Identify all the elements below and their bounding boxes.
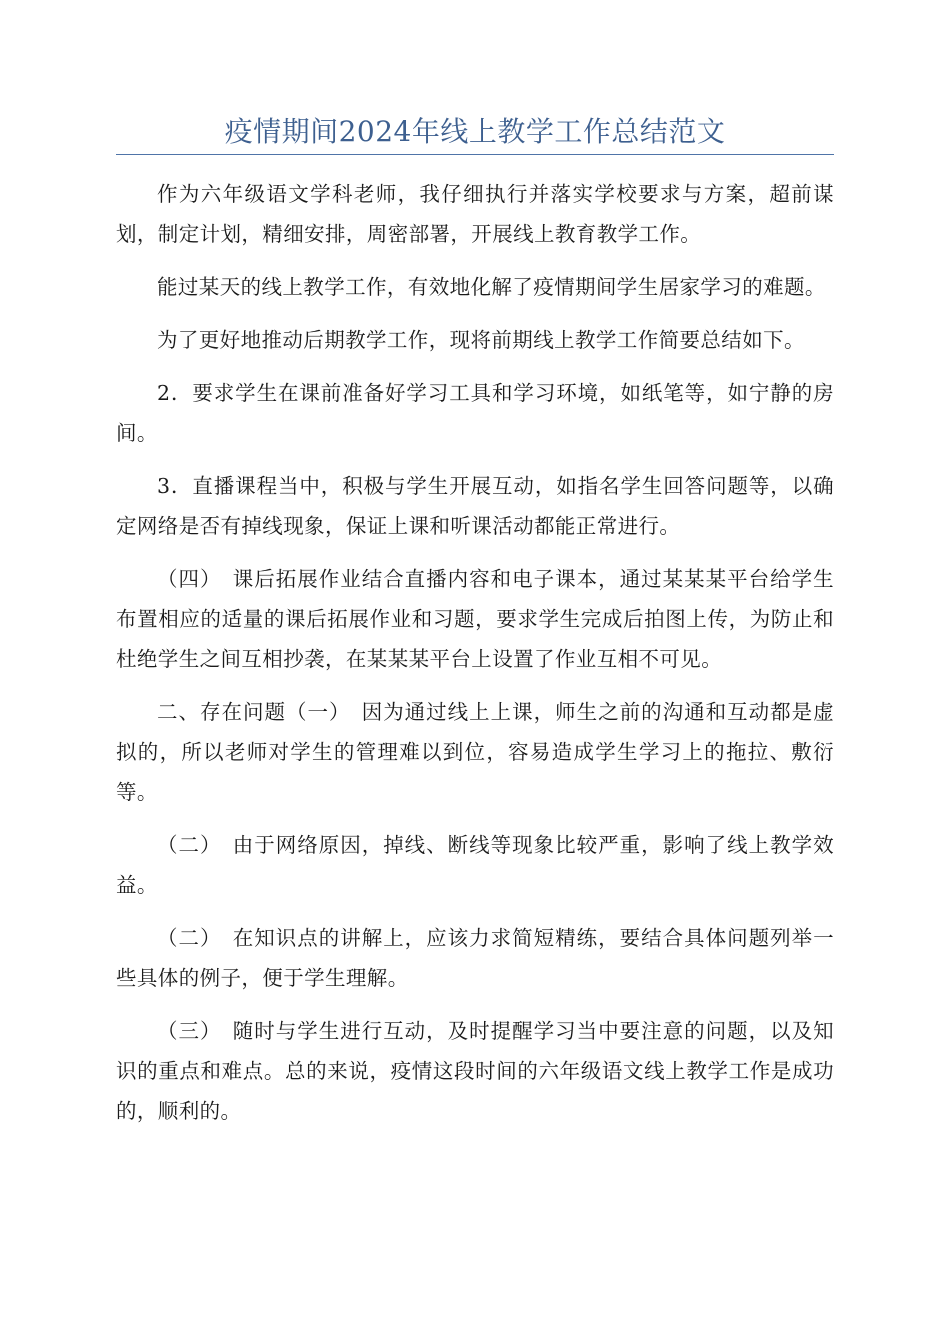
paragraph: 二、存在问题（一） 因为通过线上上课，师生之前的沟通和互动都是虚拟的，所以老师对学生的管理难以到位，容易造成学生学习上的拖拉、敷衍等。 bbox=[116, 700, 834, 804]
document-body bbox=[116, 174, 834, 1144]
paragraph: （三） 随时与学生进行互动，及时提醒学习当中要注意的问题，以及知识的重点和难点。总的来说，疫情这段时间的六年级语文线上教学工作是成功的，顺利的。 bbox=[116, 1019, 834, 1123]
paragraph: 2．要求学生在课前准备好学习工具和学习环境，如纸笔等，如宁静的房间。 bbox=[116, 381, 834, 445]
document-title: 疫情期间2024年线上教学工作总结范文 bbox=[224, 115, 726, 148]
paragraph: 3．直播课程当中，积极与学生开展互动，如指名学生回答问题等，以确定网络是否有掉线现象，保证上课和听课活动都能正常进行。 bbox=[116, 474, 834, 538]
paragraph: 作为六年级语文学科老师，我仔细执行并落实学校要求与方案，超前谋划，制定计划，精细安排，周密部署，开展线上教育教学工作。 bbox=[116, 182, 834, 246]
paragraph: （二） 由于网络原因，掉线、断线等现象比较严重，影响了线上教学效益。 bbox=[116, 833, 834, 897]
paragraph: （四） 课后拓展作业结合直播内容和电子课本，通过某某某平台给学生布置相应的适量的课后拓展作业和习题，要求学生完成后拍图上传，为防止和杜绝学生之间互相抄袭，在某某某平台上设置了作业互相不可见。 bbox=[116, 567, 834, 671]
paragraph: 能过某天的线上教学工作，有效地化解了疫情期间学生居家学习的难题。 bbox=[157, 275, 826, 299]
paragraph: 为了更好地推动后期教学工作，现将前期线上教学工作简要总结如下。 bbox=[157, 328, 805, 352]
paragraph: （二） 在知识点的讲解上，应该力求简短精练，要结合具体问题列举一些具体的例子，便于学生理解。 bbox=[116, 926, 834, 990]
title-underline bbox=[116, 154, 834, 155]
